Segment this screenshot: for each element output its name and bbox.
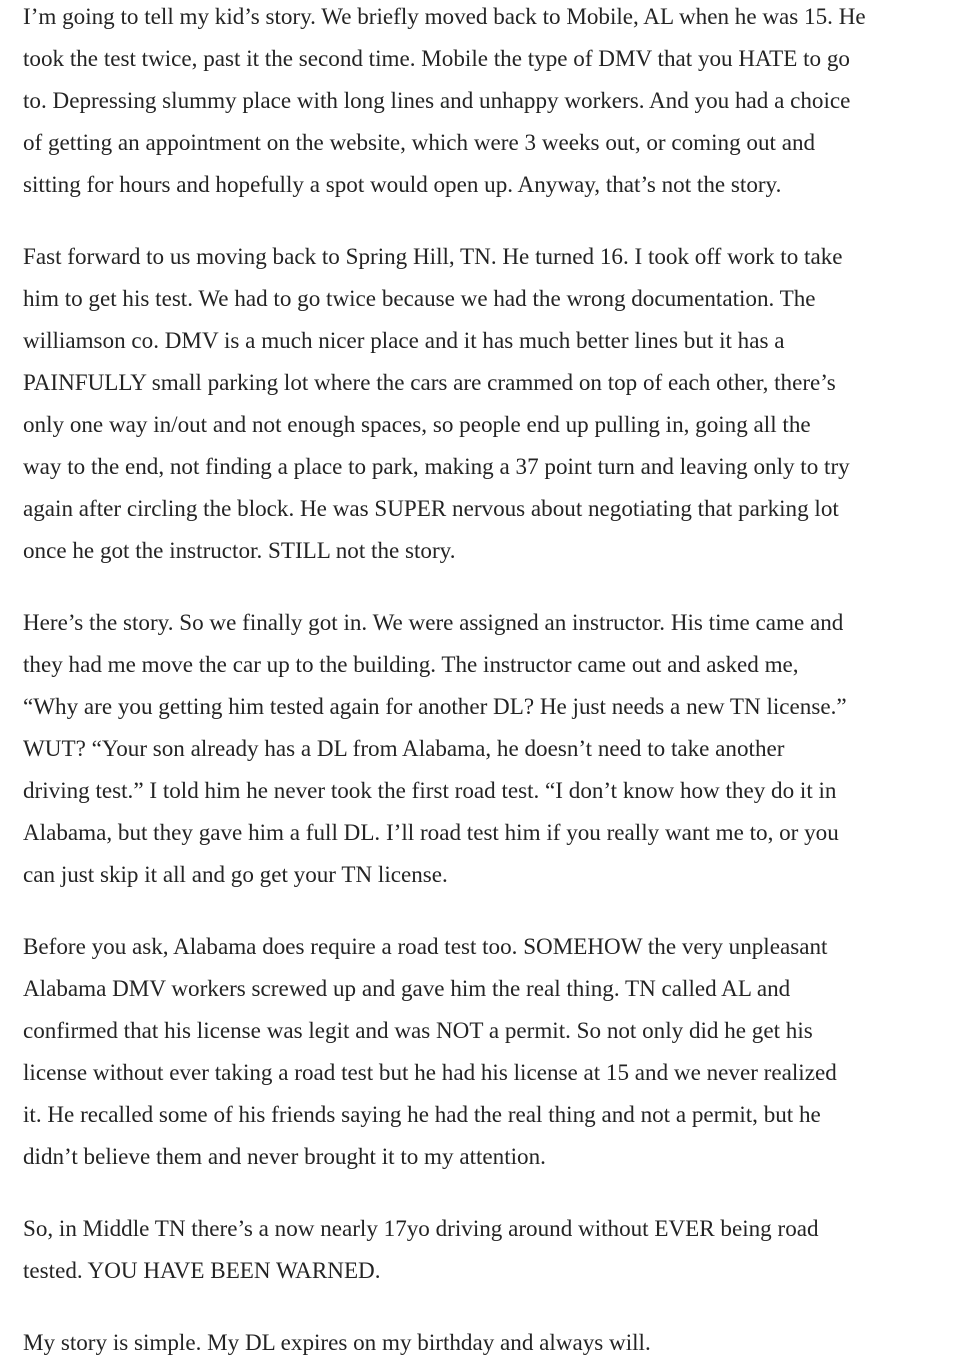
text-line: it. He recalled some of his friends saying he had the real thing and not a permit, but he [23, 1101, 821, 1127]
text-line: license without ever taking a road test but he had his license at 15 and we never realized [23, 1059, 837, 1085]
paragraph-3 [23, 601, 980, 895]
text-line: took the test twice, past it the second time. Mobile the type of DMV that you HATE to go [23, 45, 850, 71]
paragraph-4 [23, 925, 980, 1177]
text-line: Alabama DMV workers screwed up and gave him the real thing. TN called AL and [23, 975, 791, 1001]
text-line: PAINFULLY small parking lot where the cars are crammed on top of each other, there’s [23, 369, 836, 395]
paragraph-5 [23, 1207, 980, 1291]
paragraph-1 [23, 0, 980, 205]
text-line: of getting an appointment on the website, which were 3 weeks out, or coming out and [23, 129, 816, 155]
text-line: tested. YOU HAVE BEEN WARNED. [23, 1257, 381, 1283]
text-line: williamson co. DMV is a much nicer place and it has much better lines but it has a [23, 327, 785, 353]
text-line: So, in Middle TN there’s a now nearly 17yo driving around without EVER being road [23, 1215, 819, 1241]
paragraph-2 [23, 235, 980, 571]
text-line: can just skip it all and go get your TN license. [23, 861, 448, 887]
text-line: him to get his test. We had to go twice because we had the wrong documentation. The [23, 285, 816, 311]
text-line: I’m going to tell my kid’s story. We briefly moved back to Mobile, AL when he was 15. He [23, 3, 866, 29]
text-line: My story is simple. My DL expires on my birthday and always will. [23, 1329, 651, 1355]
text-line: once he got the instructor. STILL not the story. [23, 537, 456, 563]
text-line: confirmed that his license was legit and was NOT a permit. So not only did he get his [23, 1017, 813, 1043]
text-line: “Why are you getting him tested again for another DL? He just needs a new TN license.” [23, 693, 847, 719]
text-line: Before you ask, Alabama does require a road test too. SOMEHOW the very unpleasant [23, 933, 828, 959]
text-line: Here’s the story. So we finally got in. We were assigned an instructor. His time came and [23, 609, 844, 635]
paragraph-6 [23, 1321, 980, 1363]
text-line: way to the end, not finding a place to park, making a 37 point turn and leaving only to try [23, 453, 850, 479]
text-line: sitting for hours and hopefully a spot would open up. Anyway, that’s not the story. [23, 171, 782, 197]
text-line: WUT? “Your son already has a DL from Alabama, he doesn’t need to take another [23, 735, 785, 761]
text-line: to. Depressing slummy place with long lines and unhappy workers. And you had a choice [23, 87, 851, 113]
text-line: Fast forward to us moving back to Spring Hill, TN. He turned 16. I took off work to take [23, 243, 843, 269]
text-line: didn’t believe them and never brought it to my attention. [23, 1143, 546, 1169]
text-line: only one way in/out and not enough spaces, so people end up pulling in, going all the [23, 411, 811, 437]
text-line: Alabama, but they gave him a full DL. I’ll road test him if you really want me to, or you [23, 819, 839, 845]
text-line: they had me move the car up to the building. The instructor came out and asked me, [23, 651, 799, 677]
text-line: again after circling the block. He was SUPER nervous about negotiating that parking lot [23, 495, 839, 521]
text-line: driving test.” I told him he never took the first road test. “I don’t know how they do it in [23, 777, 837, 803]
